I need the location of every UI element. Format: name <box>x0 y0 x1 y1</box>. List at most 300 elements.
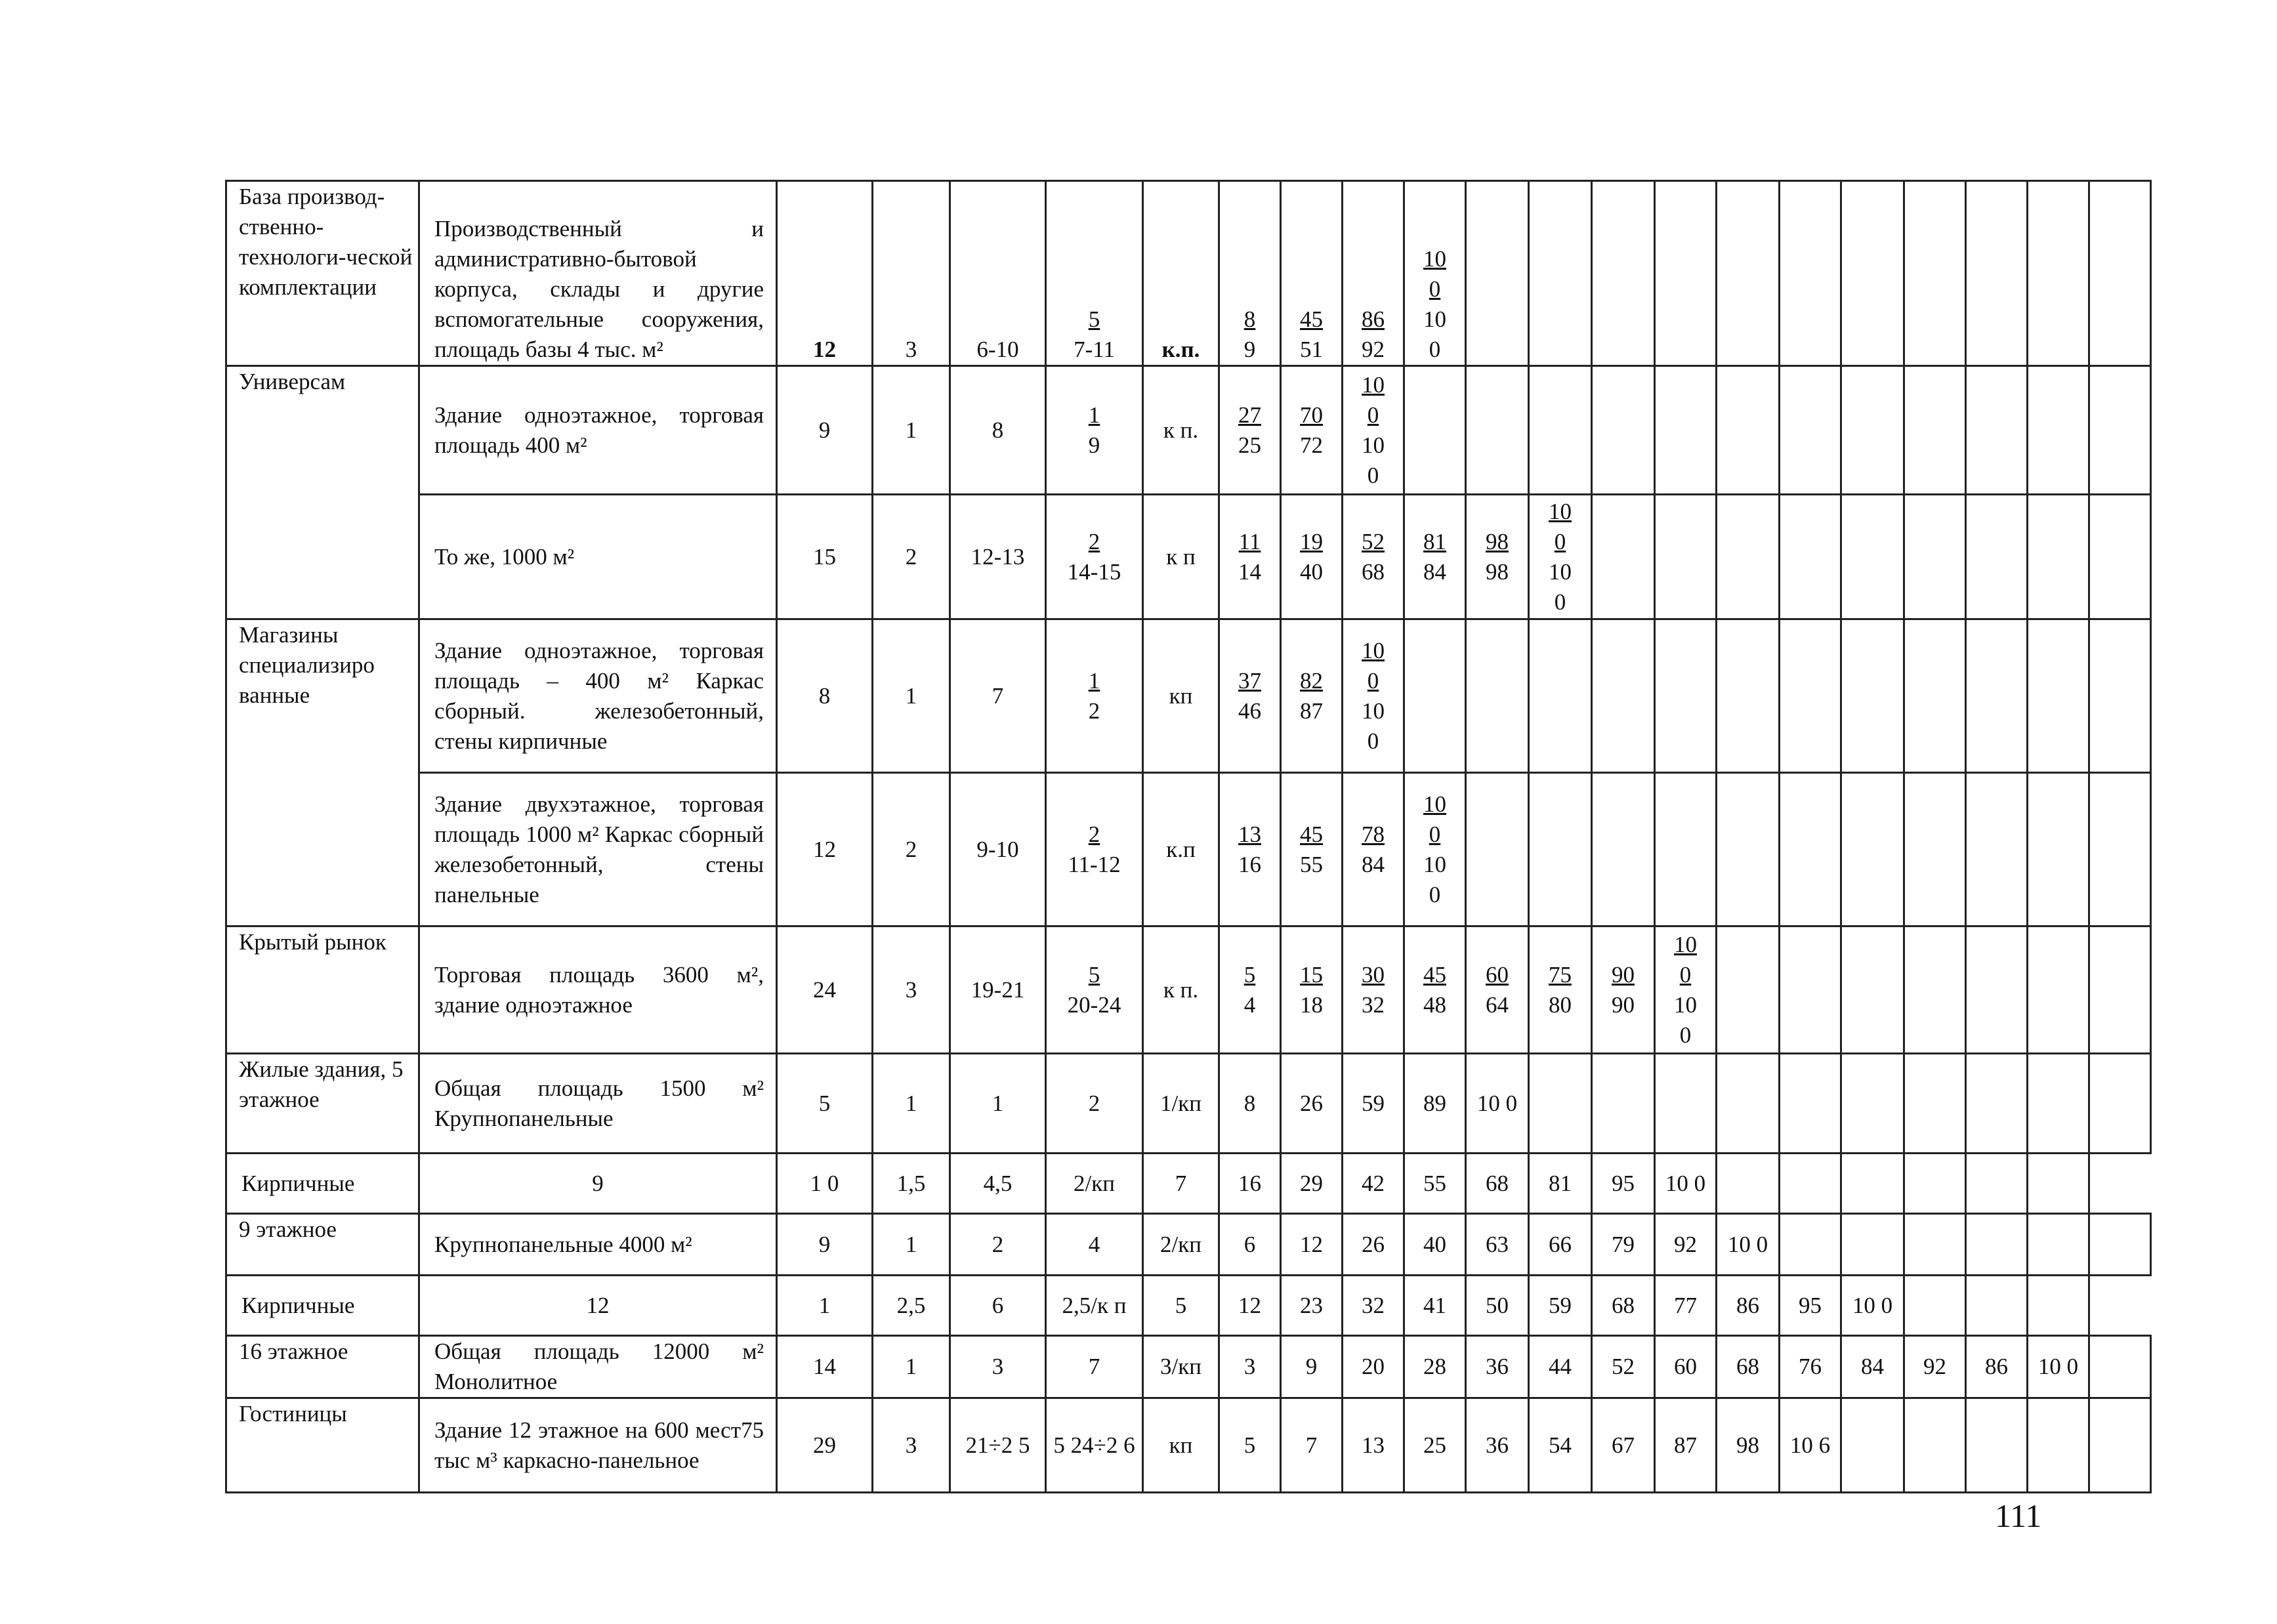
progress-cell <box>2028 495 2089 619</box>
progress-cell <box>1592 366 1655 495</box>
progress-cell <box>1655 181 1717 366</box>
cell-line: 32 <box>1362 991 1385 1018</box>
progress-cell <box>1281 181 1343 366</box>
value-cell: 3 <box>950 1336 1046 1398</box>
value-cell: 1,5 <box>873 1154 950 1214</box>
cell-line: 10 <box>1423 246 1446 272</box>
progress-cell <box>1592 619 1655 773</box>
value-cell: кп <box>1143 619 1219 773</box>
progress-cell: 86 <box>1717 1276 1780 1336</box>
cell-line: 0 <box>1554 528 1566 554</box>
progress-cell: 42 <box>1343 1154 1404 1214</box>
value-cell: 21÷2 5 <box>950 1398 1046 1493</box>
value-cell: 12-13 <box>950 495 1046 619</box>
progress-cell <box>1655 1054 1717 1154</box>
value-cell: 5 <box>777 1054 873 1154</box>
progress-cell: 28 <box>1404 1336 1466 1398</box>
cell-line: 10 <box>1549 498 1572 524</box>
value-cell: 1 <box>873 1214 950 1276</box>
progress-cell: 95 <box>1592 1154 1655 1214</box>
progress-cell <box>1841 366 1904 495</box>
progress-cell <box>1655 773 1717 927</box>
cell-line: 25 <box>1238 432 1261 458</box>
progress-cell <box>2089 1214 2151 1276</box>
cell-line: 10 <box>1362 697 1385 724</box>
description-cell: Здание одноэтажное, торговая площадь 400 м² <box>419 366 777 495</box>
progress-cell <box>2089 366 2151 495</box>
value-cell: 9 <box>419 1154 777 1214</box>
cell-line: 98 <box>1486 558 1509 585</box>
progress-cell: 10 0 <box>2028 1336 2089 1398</box>
progress-cell: 86 <box>1966 1336 2028 1398</box>
cell-line: 45 <box>1300 306 1323 332</box>
progress-cell <box>1717 495 1780 619</box>
cell-line: 10 <box>1362 432 1385 458</box>
progress-cell <box>2028 366 2089 495</box>
progress-cell <box>2089 619 2151 773</box>
cell-line: 10 <box>1423 791 1446 817</box>
value-cell: 3 <box>873 927 950 1054</box>
progress-cell: 59 <box>1343 1054 1404 1154</box>
progress-cell <box>1281 619 1343 773</box>
progress-cell: 92 <box>1904 1336 1966 1398</box>
progress-cell <box>1966 773 2028 927</box>
progress-cell <box>1966 1398 2028 1493</box>
description-cell: Производственный и административно-бытовой корпуса, склады и другие вспомогательные сооружения, площадь базы 4 тыс. м² <box>419 181 777 366</box>
cell-line: 10 <box>1423 306 1446 332</box>
cell-line: 60 <box>1486 961 1509 988</box>
progress-cell <box>1966 619 2028 773</box>
progress-cell <box>2028 1214 2089 1276</box>
description-cell: Торговая площадь 3600 м², здание одноэтажное <box>419 927 777 1054</box>
value-cell: 2,5/к п <box>1046 1276 1143 1336</box>
cell-line: 0 <box>1367 728 1379 754</box>
progress-cell: 81 <box>1529 1154 1592 1214</box>
progress-cell <box>1529 366 1592 495</box>
progress-cell: 36 <box>1466 1336 1529 1398</box>
cell-line: 5 <box>1088 961 1100 988</box>
progress-cell <box>2089 1398 2151 1493</box>
cell-line: 45 <box>1423 961 1446 988</box>
cell-line: 0 <box>1429 337 1441 362</box>
progress-cell <box>2028 181 2089 366</box>
progress-cell: 77 <box>1655 1276 1717 1336</box>
cell-line: 70 <box>1300 402 1323 428</box>
progress-cell: 60 <box>1655 1336 1717 1398</box>
fraction-cell <box>1046 927 1143 1054</box>
progress-cell <box>1466 181 1529 366</box>
value-cell: 2/кп <box>1046 1154 1143 1214</box>
cell-line: 90 <box>1612 991 1635 1018</box>
value-cell: к.п. <box>1143 181 1219 366</box>
progress-cell <box>1592 1054 1655 1154</box>
cell-line: 5 <box>1088 306 1100 332</box>
progress-cell: 63 <box>1466 1214 1529 1276</box>
cell-line: 10 <box>1423 851 1446 877</box>
value-cell: кп <box>1143 1398 1219 1493</box>
progress-cell <box>1343 927 1404 1054</box>
description-cell: Кирпичные <box>226 1276 419 1336</box>
cell-line: 7-11 <box>1074 337 1115 362</box>
progress-cell <box>1404 927 1466 1054</box>
cell-line: 45 <box>1300 821 1323 847</box>
progress-cell <box>2089 927 2151 1054</box>
progress-cell: 40 <box>1404 1214 1466 1276</box>
cell-line: 40 <box>1300 558 1323 585</box>
value-cell: 19-21 <box>950 927 1046 1054</box>
table-row <box>226 1214 2151 1276</box>
cell-line: 0 <box>1429 276 1441 302</box>
cell-line: 0 <box>1429 881 1441 907</box>
cell-line: 13 <box>1238 821 1261 847</box>
progress-cell <box>2089 773 2151 927</box>
progress-cell <box>1529 773 1592 927</box>
cell-line: 98 <box>1486 528 1509 554</box>
cell-line: 2 <box>1088 528 1100 554</box>
cell-line: 14 <box>1238 558 1261 585</box>
progress-cell <box>1592 495 1655 619</box>
progress-cell: 23 <box>1281 1276 1343 1336</box>
progress-cell: 5 <box>1219 1398 1281 1493</box>
progress-cell <box>1592 181 1655 366</box>
table-row <box>226 927 2151 1054</box>
cell-line: 37 <box>1238 667 1261 694</box>
progress-cell <box>1841 1398 1904 1493</box>
table-row <box>226 181 2151 366</box>
progress-cell: 7 <box>1281 1398 1343 1493</box>
progress-cell: 76 <box>1780 1336 1841 1398</box>
progress-cell <box>1717 927 1780 1054</box>
progress-cell: 92 <box>1655 1214 1717 1276</box>
progress-cell: 10 0 <box>1655 1154 1717 1214</box>
progress-cell <box>1592 773 1655 927</box>
progress-cell: 6 <box>1219 1214 1281 1276</box>
progress-cell: 12 <box>1219 1276 1281 1336</box>
progress-cell <box>1904 1276 1966 1336</box>
cell-line: 10 <box>1674 991 1697 1018</box>
progress-cell: 10 0 <box>1466 1054 1529 1154</box>
progress-cell: 50 <box>1466 1276 1529 1336</box>
progress-cell <box>1966 495 2028 619</box>
progress-cell <box>1466 773 1529 927</box>
progress-cell <box>1717 1054 1780 1154</box>
value-cell: 2 <box>1046 1054 1143 1154</box>
progress-cell <box>1343 181 1404 366</box>
cell-line: 20-24 <box>1067 991 1121 1018</box>
cell-line: 82 <box>1300 667 1323 694</box>
progress-cell <box>1780 619 1841 773</box>
progress-cell: 52 <box>1592 1336 1655 1398</box>
value-cell: 4 <box>1046 1214 1143 1276</box>
progress-cell <box>1529 619 1592 773</box>
progress-cell <box>2028 773 2089 927</box>
table-row <box>226 1398 2151 1493</box>
progress-cell <box>2089 181 2151 366</box>
cell-line: 84 <box>1362 851 1385 877</box>
progress-cell <box>2028 927 2089 1054</box>
cell-line: 0 <box>1554 589 1566 615</box>
table-row <box>226 773 2151 927</box>
table-row <box>226 1336 2151 1398</box>
cell-line: 0 <box>1367 402 1379 428</box>
progress-cell: 87 <box>1655 1398 1717 1493</box>
cell-line: 2 <box>1088 821 1100 847</box>
progress-cell <box>2028 1054 2089 1154</box>
progress-cell <box>1966 1054 2028 1154</box>
progress-cell <box>1966 366 2028 495</box>
cell-line: 10 <box>1362 371 1385 398</box>
progress-cell: 55 <box>1404 1154 1466 1214</box>
cell-line: 30 <box>1362 961 1385 988</box>
progress-cell: 59 <box>1529 1276 1592 1336</box>
progress-cell <box>1780 927 1841 1054</box>
value-cell: 2,5 <box>873 1276 950 1336</box>
fraction-cell <box>1046 181 1143 366</box>
value-cell: 8 <box>950 366 1046 495</box>
object-name-cell: 16 этажное <box>226 1336 419 1398</box>
progress-cell: 10 0 <box>1841 1276 1904 1336</box>
progress-cell <box>1343 366 1404 495</box>
cell-line: 0 <box>1367 462 1379 488</box>
progress-cell: 44 <box>1529 1336 1592 1398</box>
cell-line: 11 <box>1238 528 1261 554</box>
cell-line: 92 <box>1362 337 1385 362</box>
progress-cell <box>1466 927 1529 1054</box>
progress-cell <box>1219 181 1281 366</box>
value-cell: 1 <box>873 1054 950 1154</box>
progress-cell <box>2028 619 2089 773</box>
progress-cell <box>1404 366 1466 495</box>
progress-cell <box>1904 1398 1966 1493</box>
table-row <box>226 619 2151 773</box>
progress-cell <box>1841 773 1904 927</box>
progress-cell <box>1780 181 1841 366</box>
progress-cell <box>1529 1054 1592 1154</box>
value-cell: 1 0 <box>777 1154 873 1214</box>
progress-cell: 68 <box>1466 1154 1529 1214</box>
object-name-cell: Магазины специализиро ванные <box>226 619 419 927</box>
progress-cell <box>1904 1214 1966 1276</box>
value-cell: 3 <box>873 1398 950 1493</box>
value-cell: 7 <box>1046 1336 1143 1398</box>
progress-cell <box>1219 927 1281 1054</box>
value-cell: 9 <box>777 366 873 495</box>
progress-cell <box>1404 619 1466 773</box>
progress-cell <box>1529 495 1592 619</box>
cell-line: 46 <box>1238 697 1261 724</box>
progress-cell <box>1219 619 1281 773</box>
cell-line: 2 <box>1088 697 1100 724</box>
cell-line: 0 <box>1367 667 1379 694</box>
value-cell: 12 <box>777 181 873 366</box>
value-cell: 6 <box>950 1276 1046 1336</box>
progress-cell: 16 <box>1219 1154 1281 1214</box>
progress-cell: 68 <box>1717 1336 1780 1398</box>
value-cell: 8 <box>777 619 873 773</box>
cell-line: 75 <box>1549 961 1572 988</box>
cell-line: 15 <box>1300 961 1323 988</box>
value-cell: 1 <box>950 1054 1046 1154</box>
cell-line: 52 <box>1362 528 1385 554</box>
progress-cell <box>1966 1276 2028 1336</box>
progress-cell <box>1904 181 1966 366</box>
progress-cell <box>1343 619 1404 773</box>
progress-cell <box>1592 927 1655 1054</box>
progress-cell: 25 <box>1404 1398 1466 1493</box>
progress-cell <box>1841 1054 1904 1154</box>
value-cell: 12 <box>419 1276 777 1336</box>
progress-cell: 79 <box>1592 1214 1655 1276</box>
progress-cell: 26 <box>1281 1054 1343 1154</box>
progress-cell: 41 <box>1404 1276 1466 1336</box>
value-cell: к п. <box>1143 366 1219 495</box>
value-cell: 12 <box>777 773 873 927</box>
fraction-cell <box>1046 773 1143 927</box>
progress-cell <box>1717 366 1780 495</box>
progress-cell <box>1466 619 1529 773</box>
progress-cell <box>1966 1214 2028 1276</box>
progress-cell: 3 <box>1219 1336 1281 1398</box>
progress-cell: 10 0 <box>1717 1214 1780 1276</box>
progress-cell: 20 <box>1343 1336 1404 1398</box>
progress-cell <box>1404 181 1466 366</box>
progress-cell: 7 <box>1143 1154 1219 1214</box>
progress-cell <box>1841 495 1904 619</box>
progress-cell <box>1281 366 1343 495</box>
value-cell: 3/кп <box>1143 1336 1219 1398</box>
progress-cell <box>1655 366 1717 495</box>
progress-cell <box>1904 366 1966 495</box>
progress-cell <box>1717 773 1780 927</box>
progress-cell: 54 <box>1529 1398 1592 1493</box>
cell-line: 10 <box>1549 558 1572 585</box>
value-cell: 4,5 <box>950 1154 1046 1214</box>
progress-cell: 67 <box>1592 1398 1655 1493</box>
cell-line: 72 <box>1300 432 1323 458</box>
cell-line: 8 <box>1243 306 1256 332</box>
cell-line: 10 <box>1674 931 1697 957</box>
cell-line: 80 <box>1549 991 1572 1018</box>
progress-cell: 13 <box>1343 1398 1404 1493</box>
cell-line: 11-12 <box>1068 851 1121 877</box>
progress-cell <box>1841 1214 1904 1276</box>
progress-cell <box>1655 619 1717 773</box>
page-number: 111 <box>1995 1497 2042 1534</box>
progress-cell <box>1466 495 1529 619</box>
cell-line: 1 <box>1088 667 1100 694</box>
progress-cell <box>2089 1336 2151 1398</box>
progress-cell <box>2028 1276 2089 1336</box>
cell-line: 19 <box>1300 528 1323 554</box>
cell-line: 0 <box>1679 1022 1692 1048</box>
value-cell: 15 <box>777 495 873 619</box>
table-row <box>226 1154 2151 1214</box>
cell-line: 90 <box>1612 961 1635 988</box>
cell-line: 1 <box>1088 402 1100 428</box>
object-name-cell: Универсам <box>226 366 419 619</box>
cell-line: 51 <box>1300 337 1323 362</box>
value-cell: 3 <box>873 181 950 366</box>
object-name-cell: Жилые здания, 5 этажное <box>226 1054 419 1154</box>
progress-cell: 10 6 <box>1780 1398 1841 1493</box>
description-cell: Здание двухэтажное, торговая площадь 1000 м² Каркас сборный железобетонный, стены панельные <box>419 773 777 927</box>
progress-cell <box>1841 1154 1904 1214</box>
progress-cell: 89 <box>1404 1054 1466 1154</box>
progress-cell: 84 <box>1841 1336 1904 1398</box>
value-cell: к п <box>1143 495 1219 619</box>
progress-cell <box>1529 181 1592 366</box>
progress-cell: 68 <box>1592 1276 1655 1336</box>
progress-cell <box>1529 927 1592 1054</box>
progress-cell <box>2089 495 2151 619</box>
progress-cell <box>1780 366 1841 495</box>
progress-cell <box>1904 495 1966 619</box>
progress-cell: 32 <box>1343 1276 1404 1336</box>
cell-line: 78 <box>1362 821 1385 847</box>
value-cell: 29 <box>777 1398 873 1493</box>
fraction-cell <box>1046 495 1143 619</box>
progress-cell: 8 <box>1219 1054 1281 1154</box>
progress-cell <box>1841 927 1904 1054</box>
table-row <box>226 1276 2151 1336</box>
progress-cell <box>1655 495 1717 619</box>
progress-cell <box>2028 1154 2089 1214</box>
description-cell: Кирпичные <box>226 1154 419 1214</box>
progress-cell: 36 <box>1466 1398 1529 1493</box>
cell-line: 86 <box>1362 306 1385 332</box>
value-cell: 5 24÷2 6 <box>1046 1398 1143 1493</box>
progress-cell <box>1904 1054 1966 1154</box>
description-cell: Здание одноэтажное, торговая площадь – 400 м² Каркас сборный. железобетонный, стены кирпичные <box>419 619 777 773</box>
value-cell: 2 <box>873 495 950 619</box>
cell-line: 5 <box>1243 961 1256 988</box>
cell-line: 10 <box>1362 637 1385 663</box>
progress-cell <box>1219 366 1281 495</box>
progress-cell <box>1966 927 2028 1054</box>
value-cell: 1 <box>873 366 950 495</box>
progress-cell <box>1904 619 1966 773</box>
description-cell: То же, 1000 м² <box>419 495 777 619</box>
progress-cell <box>1780 495 1841 619</box>
value-cell: 2/кп <box>1143 1214 1219 1276</box>
value-cell: 1 <box>873 1336 950 1398</box>
object-name-cell: Гостиницы <box>226 1398 419 1493</box>
fraction-cell <box>1046 619 1143 773</box>
table-row <box>226 366 2151 495</box>
progress-cell: 26 <box>1343 1214 1404 1276</box>
value-cell: 2 <box>950 1214 1046 1276</box>
value-cell: 9 <box>777 1214 873 1276</box>
progress-cell <box>1780 1214 1841 1276</box>
value-cell: 2 <box>873 773 950 927</box>
cell-line: 64 <box>1486 991 1509 1018</box>
progress-cell <box>1966 1154 2028 1214</box>
progress-cell <box>1904 1154 1966 1214</box>
value-cell: к п. <box>1143 927 1219 1054</box>
description-cell: Здание 12 этажное на 600 мест75 тыс м³ каркасно-панельное <box>419 1398 777 1493</box>
value-cell: 7 <box>950 619 1046 773</box>
value-cell: 14 <box>777 1336 873 1398</box>
progress-cell <box>2028 1398 2089 1493</box>
value-cell: 24 <box>777 927 873 1054</box>
progress-cell <box>1655 927 1717 1054</box>
cell-line: 87 <box>1300 697 1323 724</box>
progress-cell: 95 <box>1780 1276 1841 1336</box>
progress-cell <box>1780 1154 1841 1214</box>
cell-line: 84 <box>1423 558 1446 585</box>
fraction-cell <box>1046 366 1143 495</box>
progress-cell <box>1281 927 1343 1054</box>
